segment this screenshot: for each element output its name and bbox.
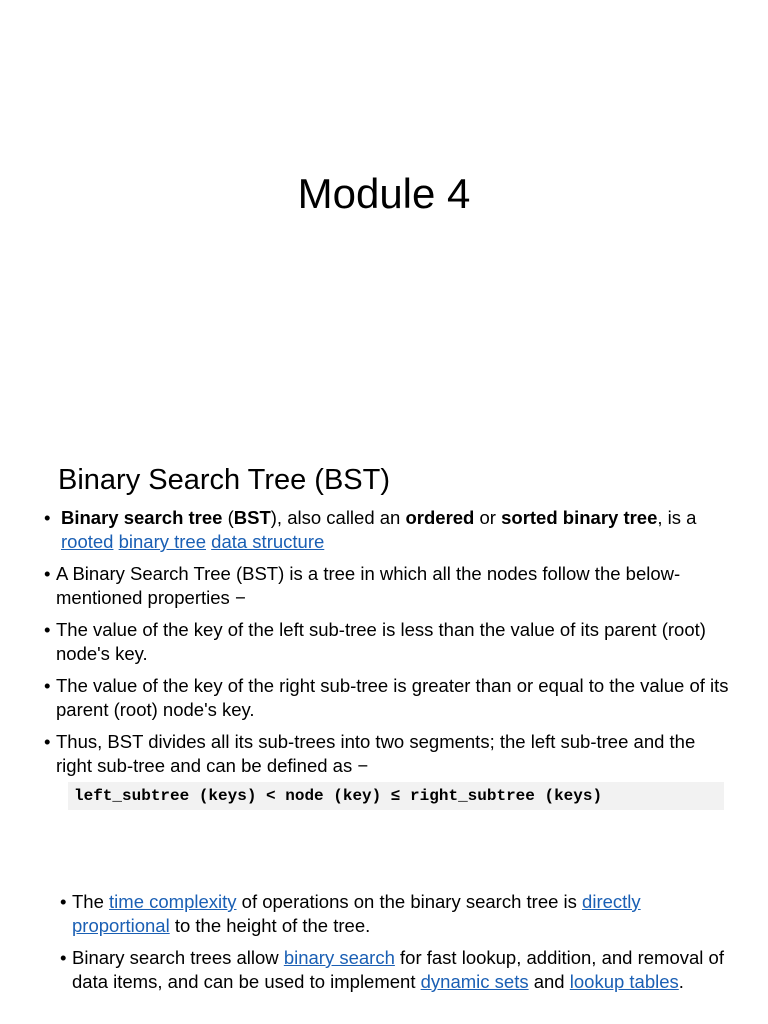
bullet-dot: • <box>44 619 51 640</box>
bullet-list-secondary <box>60 890 740 1002</box>
text: The value of the key of the right sub-tree is greater than or equal to the value of its parent (root) node's key. <box>56 675 729 720</box>
bullet-segments <box>44 730 734 778</box>
bullet-uses <box>60 946 740 994</box>
term-sorted: sorted binary tree <box>501 507 658 528</box>
term-ordered: ordered <box>405 507 475 528</box>
text: The value of the key of the left sub-tree is less than the value of its parent (root) node's key. <box>56 619 706 664</box>
bullet-definition <box>44 506 734 554</box>
slide-title: Module 4 <box>297 170 471 217</box>
bullet-dot: • <box>44 507 51 528</box>
link-binary-tree[interactable]: binary tree <box>118 531 207 552</box>
link-lookup-tables[interactable]: lookup tables <box>569 971 679 992</box>
link-time-complexity[interactable]: time complexity <box>109 891 237 912</box>
text: ), also called an <box>270 507 406 528</box>
link-rooted[interactable]: rooted <box>61 531 114 552</box>
bullet-dot: • <box>44 563 51 584</box>
section-heading: Binary Search Tree (BST) <box>58 464 390 496</box>
bullet-properties <box>44 562 734 610</box>
content-slide <box>0 440 768 1024</box>
bullet-time-complexity <box>60 890 740 938</box>
bullet-dot: • <box>60 947 67 968</box>
link-dynamic-sets[interactable]: dynamic sets <box>420 971 529 992</box>
text: , is a <box>657 507 697 528</box>
text: Thus, BST divides all its sub-trees into two segments; the left sub-tree and the right sub-tree and can be defined as − <box>56 731 696 776</box>
text: ( <box>222 507 234 528</box>
bullet-left-subtree <box>44 618 734 666</box>
text: of operations on the binary search tree is <box>236 891 583 912</box>
term-abbr: BST <box>233 507 271 528</box>
text: . <box>678 971 684 992</box>
bullet-right-subtree <box>44 674 734 722</box>
link-binary-search[interactable]: binary search <box>283 947 395 968</box>
term-bst: Binary search tree <box>61 507 223 528</box>
link-directly-proportional[interactable]: directly proportional <box>72 891 641 936</box>
text: to the height of the tree. <box>169 915 371 936</box>
text: and <box>528 971 570 992</box>
bullet-list <box>44 506 734 786</box>
link-data-structure[interactable]: data structure <box>211 531 325 552</box>
text: A Binary Search Tree (BST) is a tree in which all the nodes follow the below-mentioned properties − <box>56 563 681 608</box>
code-block: left_subtree (keys) < node (key) ≤ right_subtree (keys) <box>68 782 724 810</box>
text: Binary search trees allow <box>72 947 284 968</box>
bullet-dot: • <box>60 891 67 912</box>
bullet-dot: • <box>44 675 51 696</box>
text: The <box>72 891 110 912</box>
text: or <box>474 507 502 528</box>
title-slide <box>0 0 768 420</box>
bullet-dot: • <box>44 731 51 752</box>
text: for fast lookup, addition, and removal of data items, and can be used to implement <box>72 947 724 992</box>
